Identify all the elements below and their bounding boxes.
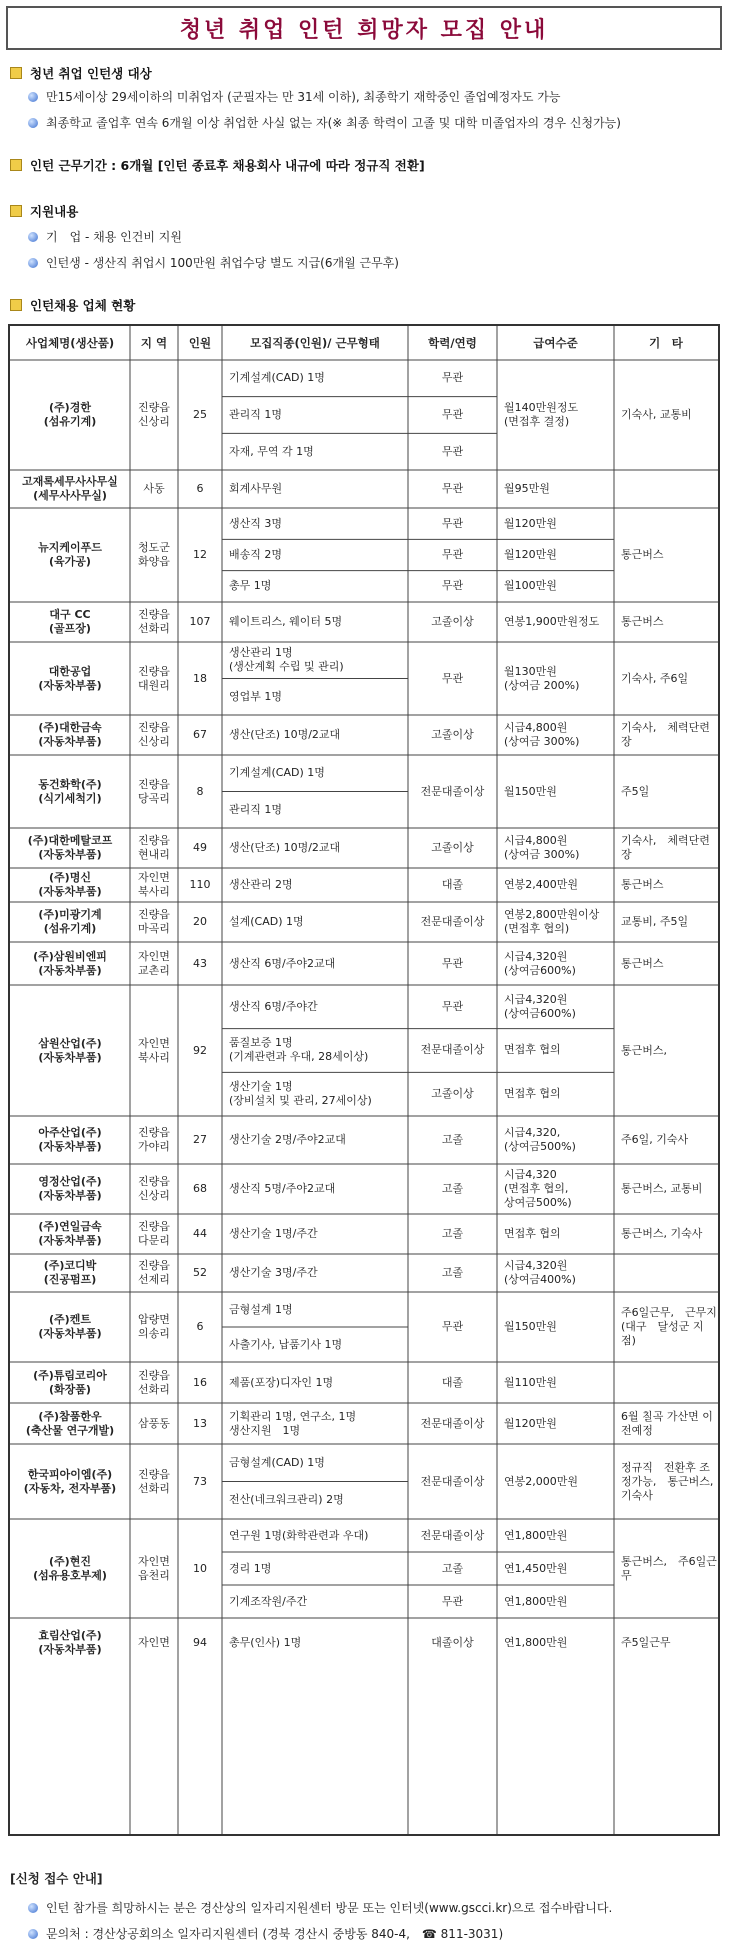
table-cell-jobs: 품질보증 1명 (기계관련과 우대, 28세이상) (229, 1036, 369, 1064)
target-heading: 청년 취업 인턴생 대상 (10, 64, 152, 82)
table-cell-region: 진량읍 신상리 (138, 721, 170, 748)
table-cell-jobs: 웨이트리스, 웨이터 5명 (229, 615, 343, 628)
table-cell-edu: 고졸이상 (431, 841, 474, 854)
table-cell-company: (주)대한금속 (자동차부품) (38, 721, 102, 748)
table-cell-company: (주)켄트 (자동차부품) (38, 1313, 102, 1340)
page-title: 청년 취업 인턴 희망자 모집 안내 (179, 17, 549, 43)
table-cell-pay: 시급4,320원 (상여금600%) (504, 949, 576, 977)
table-cell-jobs: 생산직 5명/주야2교대 (229, 1182, 336, 1195)
table-cell-etc: 기숙사, 체력단련장 (621, 721, 710, 748)
table-cell-company: 한국피아이엠(주) (자동차, 전자부품) (23, 1467, 117, 1495)
table-cell-etc: 정규직 전환후 조정가능, 통근버스, 기숙사 (621, 1460, 714, 1502)
table-cell-pay: 연봉2,000만원 (504, 1474, 578, 1488)
table-cell-company: 효림산업(주) (자동차부품) (38, 1629, 102, 1656)
table-cell-region: 진량읍 선화리 (138, 608, 170, 635)
table-cell-count: 110 (189, 878, 211, 891)
table-cell-edu: 무관 (441, 579, 464, 593)
table-cell-edu: 고졸이상 (431, 728, 474, 741)
bullet-icon (28, 258, 38, 268)
table-cell-jobs: 경리 1명 (229, 1561, 272, 1575)
table-cell-region: 사동 (143, 482, 165, 495)
table-cell-edu: 대졸 (441, 1375, 464, 1389)
table-cell-pay: 연봉2,800만원이상 (면접후 협의) (504, 908, 600, 935)
table-cell-etc: 기숙사, 교통비 (621, 408, 692, 421)
table-cell-jobs: 생산(단조) 10명/2교대 (229, 728, 341, 741)
table-cell-company: (주)튜림코리아 (화장품) (33, 1368, 107, 1396)
table-cell-region: 자인면 북사리 (138, 871, 170, 898)
table-cell-jobs: 생산직 6명/주야2교대 (229, 956, 336, 970)
table-cell-etc: 주6일근무, 근무지(대구 달성군 지점) (621, 1306, 717, 1347)
table-cell-company: 고재록세무사사무실 (세무사사무실) (22, 475, 118, 502)
table-cell-jobs: 관리직 1명 (229, 802, 282, 816)
table-cell-pay: 연1,800만원 (504, 1528, 568, 1542)
table-cell-company: (주)참품한우 (축산물 연구개발) (25, 1409, 115, 1437)
table-cell-edu: 무관 (441, 1320, 464, 1333)
table-cell-count: 18 (193, 671, 207, 685)
table-cell-edu: 무관 (441, 1594, 464, 1608)
table-cell-region: 자인면 교촌리 (138, 949, 170, 977)
table-cell-edu: 전문대졸이상 (420, 784, 485, 798)
table-cell-count: 107 (189, 615, 211, 628)
table-cell-pay: 시급4,800원 (상여금 300%) (504, 834, 580, 861)
table-cell-jobs: 생산기술 2명/주야2교대 (229, 1133, 346, 1146)
table-cell-company: 대한공업 (자동차부품) (38, 664, 102, 692)
table-cell-count: 94 (193, 1636, 207, 1649)
table-cell-region: 진량읍 다문리 (138, 1220, 170, 1247)
table-cell-region: 진량읍 가야리 (138, 1126, 170, 1153)
support-item: 기 업 - 채용 인건비 지원 (28, 228, 182, 245)
table-cell-company: 대구 CC (골프장) (49, 608, 91, 635)
table-cell-jobs: 기획관리 1명, 연구소, 1명 생산지원 1명 (229, 1409, 357, 1437)
table-cell-count: 67 (193, 728, 207, 741)
table-cell-edu: 무관 (441, 407, 464, 421)
table-cell-pay: 연봉2,400만원 (504, 878, 578, 891)
heading-square-icon (10, 205, 22, 217)
table-cell-jobs: 생산직 3명 (229, 516, 282, 530)
bullet-icon (28, 232, 38, 242)
table-cell-company: 동건화학(주) (식기세척기) (38, 777, 102, 805)
table-cell-jobs: 회계사무원 (229, 482, 283, 495)
table-cell-jobs: 설계(CAD) 1명 (229, 915, 304, 928)
table-cell-pay: 시급4,800원 (상여금 300%) (504, 721, 580, 748)
table-cell-etc (614, 470, 718, 508)
table-cell-etc: 통근버스, (621, 1043, 668, 1057)
table-cell-etc: 주5일근무 (621, 1636, 671, 1649)
table-cell-edu: 무관 (441, 956, 464, 970)
table-cell-count: 52 (193, 1266, 207, 1279)
table-cell-pay: 월120만원 (504, 1416, 557, 1430)
table-cell-pay: 월95만원 (504, 482, 550, 495)
table-cell-region: 진량읍 마곡리 (138, 908, 170, 935)
table-cell-count: 12 (193, 548, 207, 561)
table-cell-pay: 면접후 협의 (504, 1043, 561, 1057)
table-cell-region: 자인면 읍천리 (138, 1554, 170, 1582)
table-cell-edu: 전문대졸이상 (420, 1474, 485, 1488)
table-cell-jobs: 기계조작원/주간 (229, 1594, 308, 1608)
table-header-cell: 모집직종(인원)/ 근무형태 (250, 336, 380, 350)
table-cell-pay: 연봉1,900만원정도 (504, 615, 600, 628)
table-cell-jobs: 생산기술 1명/주간 (229, 1227, 318, 1240)
table-cell-edu: 무관 (441, 516, 464, 530)
heading-square-icon (10, 67, 22, 79)
table-cell-count: 16 (193, 1375, 207, 1389)
table-cell-pay: 시급4,320, (상여금500%) (504, 1126, 576, 1153)
table-cell-company: (주)삼원비엔피 (자동차부품) (33, 949, 107, 977)
table-cell-region: 진량읍 선화리 (138, 1467, 170, 1495)
support-heading: 지원내용 (10, 202, 78, 220)
table-cell-jobs: 총무(인사) 1명 (229, 1636, 302, 1649)
table-cell-edu: 고졸 (441, 1182, 464, 1195)
table-cell-edu: 전문대졸이상 (420, 1528, 485, 1542)
title-box (6, 6, 722, 50)
table-cell-jobs: 생산관리 2명 (229, 878, 293, 891)
table-cell-company: (주)명신 (자동차부품) (38, 871, 102, 898)
table-cell-pay: 월110만원 (504, 1375, 557, 1389)
table-header-cell: 급여수준 (533, 336, 578, 350)
table-cell-etc: 통근버스, 교통비 (621, 1182, 703, 1195)
table-cell-jobs: 생산(단조) 10명/2교대 (229, 841, 341, 854)
table-cell-edu: 고졸 (441, 1133, 464, 1146)
table-cell-count: 68 (193, 1182, 207, 1195)
table-cell-region: 삼풍동 (138, 1416, 170, 1430)
table-cell-edu: 전문대졸이상 (420, 915, 485, 928)
table-cell-pay: 연1,450만원 (504, 1561, 568, 1575)
table-cell-company: 삼원산업(주) (자동차부품) (38, 1036, 102, 1064)
bullet-icon (28, 92, 38, 102)
table-cell-edu: 고졸 (441, 1227, 464, 1240)
table-cell-region: 진량읍 신상리 (138, 1175, 170, 1202)
table-cell-company: 영정산업(주) (자동차부품) (38, 1175, 102, 1202)
table-cell-region: 진량읍 선제리 (138, 1259, 170, 1286)
table-cell-pay: 연1,800만원 (504, 1594, 568, 1608)
table-cell-etc: 6월 칠곡 가산면 이전예정 (621, 1409, 713, 1437)
table-cell-edu: 전문대졸이상 (420, 1416, 485, 1430)
companies-heading: 인턴채용 업체 현황 (10, 296, 135, 314)
support-item: 인턴생 - 생산직 취업시 100만원 취업수당 별도 지급(6개월 근무후) (28, 254, 399, 271)
table-header-cell: 지 역 (140, 336, 168, 350)
table-cell-etc: 기숙사, 주6일 (621, 671, 689, 685)
table-cell-jobs: 사출기사, 납품기사 1명 (229, 1337, 343, 1351)
table-cell-pay: 월120만원 (504, 547, 557, 561)
target-item: 만15세이상 29세이하의 미취업자 (군필자는 만 31세 이하), 최종학기 재학중인 졸업예정자도 가능 (28, 88, 560, 105)
table-cell-edu: 전문대졸이상 (420, 1043, 485, 1057)
table-cell-jobs: 연구원 1명(화학관련과 우대) (229, 1528, 369, 1542)
table-cell-company: (주)대한메탈코프 (자동차부품) (27, 834, 113, 861)
table-cell-count: 43 (193, 956, 207, 970)
table-cell-etc: 통근버스, 기숙사 (621, 1227, 703, 1240)
target-item: 최종학교 졸업후 연속 6개월 이상 취업한 사실 없는 자(※ 최종 학력이 고졸 및 대학 미졸업자의 경우 신청가능) (28, 114, 621, 131)
table-cell-etc: 통근버스 (621, 878, 664, 891)
bullet-icon (28, 1903, 38, 1913)
table-cell-jobs: 금형설계 1명 (229, 1302, 293, 1316)
table-cell-jobs: 자재, 무역 각 1명 (229, 444, 314, 458)
table-cell-jobs: 배송직 2명 (229, 547, 282, 561)
table-cell-pay: 면접후 협의 (504, 1227, 561, 1240)
table-cell-region: 진량읍 신상리 (138, 401, 170, 428)
table-cell-count: 44 (193, 1227, 207, 1240)
table-cell-count: 8 (196, 784, 204, 798)
table-cell-edu: 고졸 (441, 1561, 464, 1575)
table-cell-company: (주)경한 (섬유기계) (43, 401, 97, 428)
table-cell-jobs: 관리직 1명 (229, 407, 282, 421)
table-cell-jobs: 총무 1명 (229, 579, 272, 593)
table-header-cell: 학력/연령 (428, 336, 477, 350)
table-cell-jobs: 금형설계(CAD) 1명 (229, 1455, 325, 1469)
table-cell-jobs: 생산관리 1명 (생산계획 수립 및 관리) (229, 646, 344, 674)
table-cell-jobs: 기계설계(CAD) 1명 (229, 371, 325, 385)
table-cell-company: (주)현진 (섬유용호부제) (33, 1554, 107, 1582)
table-cell-count: 49 (193, 841, 207, 854)
table-cell-etc (614, 1254, 718, 1292)
table-cell-company: (주)코디박 (진공펌프) (43, 1259, 97, 1286)
table-cell-edu: 대졸이상 (431, 1636, 474, 1649)
table-cell-jobs: 제품(포장)디자인 1명 (229, 1375, 334, 1389)
table-cell-region: 진량읍 당곡리 (138, 777, 170, 805)
table-cell-etc (614, 1362, 718, 1403)
table-header-cell: 기 타 (649, 336, 683, 350)
table-cell-region: 압량면 의송리 (138, 1313, 170, 1340)
heading-square-icon (10, 159, 22, 171)
table-cell-jobs: 영업부 1명 (229, 689, 282, 703)
table-cell-etc: 통근버스 (621, 548, 664, 561)
footer-item: 인턴 참가를 희망하시는 분은 경산상의 일자리지원센터 방문 또는 인터넷(www.gscci.kr)으로 접수바랍니다. (28, 1899, 612, 1916)
table-cell-count: 92 (193, 1043, 207, 1057)
table-cell-jobs: 기계설계(CAD) 1명 (229, 766, 325, 780)
table-cell-pay: 월130만원 (상여금 200%) (504, 664, 580, 692)
table-cell-region: 진량읍 대원리 (138, 664, 170, 692)
table-cell-etc: 교통비, 주5일 (621, 915, 689, 928)
table-cell-count: 20 (193, 915, 207, 928)
bullet-icon (28, 118, 38, 128)
table-cell-etc: 통근버스 (621, 956, 664, 970)
table-cell-pay: 연1,800만원 (504, 1636, 568, 1649)
table-cell-count: 25 (193, 408, 207, 421)
table-cell-count: 73 (193, 1474, 207, 1488)
table-cell-edu: 무관 (441, 547, 464, 561)
table-cell-pay: 면접후 협의 (504, 1087, 561, 1101)
table-cell-pay: 시급4,320 (면접후 협의, 상여금500%) (504, 1168, 572, 1209)
table-cell-etc: 주6일, 기숙사 (621, 1133, 689, 1146)
table-header-cell: 인원 (188, 336, 212, 350)
table-cell-edu: 무관 (441, 371, 464, 385)
heading-square-icon (10, 299, 22, 311)
period-heading: 인턴 근무기간 : 6개월 [인턴 종료후 채용회사 내규에 따라 정규직 전환] (10, 156, 425, 174)
table-cell-edu: 고졸이상 (431, 1087, 474, 1101)
bullet-icon (28, 1929, 38, 1939)
table-cell-edu: 무관 (441, 999, 464, 1013)
table-cell-company: (주)미광기계 (섬유기계) (38, 908, 102, 935)
table-cell-etc: 주5일 (621, 784, 650, 798)
table-cell-edu: 고졸 (441, 1266, 464, 1279)
table-cell-region: 자인면 북사리 (138, 1036, 170, 1064)
table-cell-jobs: 전산(네크워크관리) 2명 (229, 1493, 344, 1507)
table-cell-edu: 무관 (441, 482, 464, 495)
table-cell-pay: 월150만원 (504, 1320, 557, 1333)
table-cell-jobs: 생산직 6명/주야간 (229, 999, 318, 1013)
table-cell-pay: 월100만원 (504, 579, 557, 593)
table-cell-jobs: 생산기술 3명/주간 (229, 1266, 318, 1279)
table-cell-region: 청도군 화양읍 (138, 541, 170, 568)
table-cell-company: 뉴지케이푸드 (육가공) (38, 541, 102, 568)
table-header-cell: 사업체명(생산품) (25, 336, 115, 350)
table-cell-company: (주)연일금속 (자동차부품) (38, 1220, 102, 1247)
table-cell-etc: 기숙사, 체력단련장 (621, 834, 710, 861)
table-cell-count: 10 (193, 1561, 207, 1575)
table-cell-pay: 시급4,320원 (상여금400%) (504, 1259, 576, 1286)
table-cell-count: 27 (193, 1133, 207, 1146)
table-cell-company: 아주산업(주) (자동차부품) (38, 1126, 102, 1153)
table-cell-pay: 시급4,320원 (상여금600%) (504, 992, 576, 1020)
table-cell-pay: 월150만원 (504, 784, 557, 798)
table-cell-edu: 무관 (441, 444, 464, 458)
table-cell-count: 6 (196, 482, 204, 495)
table-cell-region: 진량읍 선화리 (138, 1368, 170, 1396)
table-cell-region: 진량읍 현내리 (138, 834, 170, 861)
table-cell-edu: 고졸이상 (431, 615, 474, 628)
footer-item: 문의처 : 경산상공회의소 일자리지원센터 (경북 경산시 중방동 840-4, ☎ 811-3031) (28, 1925, 503, 1942)
table-cell-jobs: 생산기술 1명 (장비설치 및 관리, 27세이상) (229, 1080, 372, 1108)
footer-heading: [신청 접수 안내] (10, 1871, 103, 1886)
table-cell-region: 자인면 (138, 1636, 170, 1649)
table-cell-pay: 월120만원 (504, 516, 557, 530)
table-cell-edu: 대졸 (441, 878, 464, 891)
table-cell-etc: 통근버스, 주6일근무 (621, 1554, 717, 1582)
table-cell-edu: 무관 (441, 671, 464, 685)
table-cell-etc: 통근버스 (621, 615, 664, 628)
companies-table (8, 324, 720, 1836)
table-cell-pay: 월140만원정도 (면접후 결정) (504, 401, 579, 428)
table-cell-count: 13 (193, 1416, 207, 1430)
table-cell-count: 6 (196, 1320, 204, 1333)
